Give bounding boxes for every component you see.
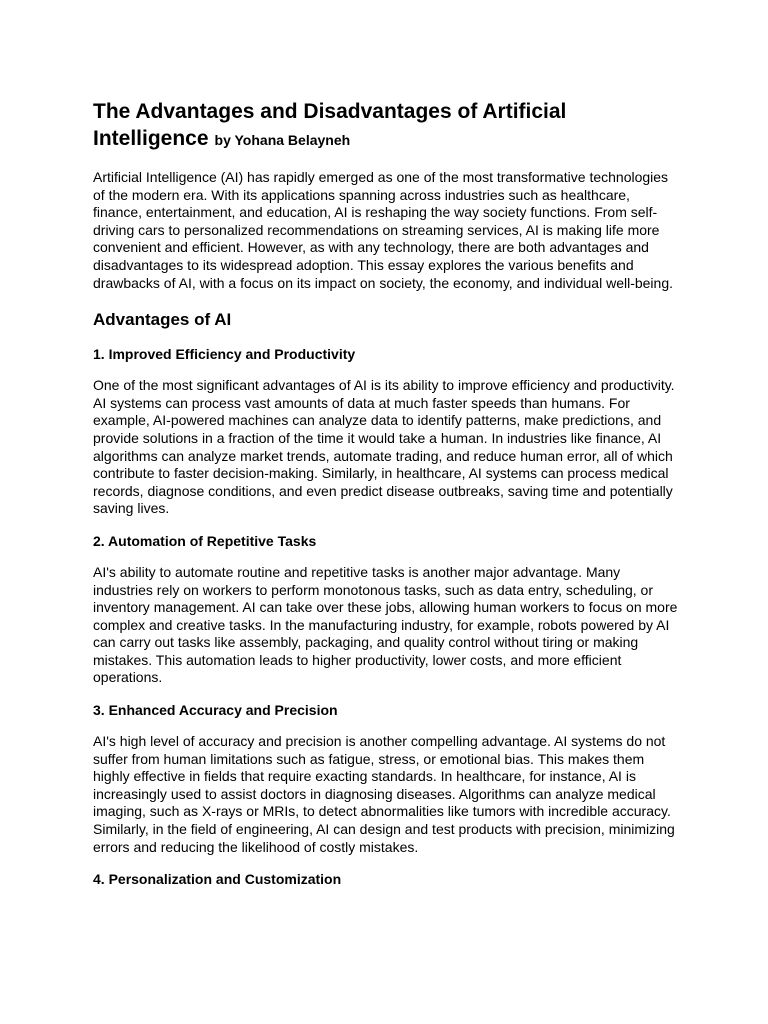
subsection-body-2: AI's ability to automate routine and repetitive tasks is another major advantage. Many industries rely on workers to perform monotonous tasks, such as data entry, scheduling, or inventory management. AI can take over these jobs, allowing human workers to focus on more complex and creative tasks. In the manufacturing industry, for example, robots powered by AI can carry out tasks like assembly, packaging, and quality control without tiring or making mistakes. This automation leads to higher productivity, lower costs, and more efficient operations. (93, 563, 678, 686)
subsection-heading-4: 4. Personalization and Customization (93, 871, 342, 888)
subsection-body-1: One of the most significant advantages of AI is its ability to improve efficiency and productivity. AI systems can process vast amounts of data at much faster speeds than humans. For example, AI-powered machines can analyze data to identify patterns, make predictions, and provide solutions in a fraction of the time it would take a human. In industries like finance, AI algorithms can analyze market trends, automate trading, and reduce human error, all of which contribute to faster decision-making. Similarly, in healthcare, AI systems can process medical records, diagnose conditions, and even predict disease outbreaks, saving time and potentially saving lives. (93, 377, 675, 517)
subsection-heading-2: 2. Automation of Repetitive Tasks (93, 532, 317, 549)
author-byline: by Yohana Belayneh (214, 132, 351, 148)
document-title-block (93, 98, 678, 154)
section-heading-advantages: Advantages of AI (93, 310, 232, 330)
intro-paragraph: Artificial Intelligence (AI) has rapidly emerged as one of the most transformative technologies of the modern era. With its applications spanning across industries such as healthcare, finance, entertainment, and education, AI is reshaping the way society functions. From self-driving cars to personalized recommendations on streaming services, AI is making life more convenient and efficient. However, as with any technology, there are both advantages and disadvantages to its widespread adoption. This essay explores the various benefits and drawbacks of AI, with a focus on its impact on society, the economy, and individual well-being. (93, 169, 674, 291)
subsection-body-3: AI's high level of accuracy and precision is another compelling advantage. AI systems do not suffer from human limitations such as fatigue, stress, or emotional bias. This makes them highly effective in fields that require exacting standards. In healthcare, for instance, AI is increasingly used to assist doctors in diagnosing diseases. Algorithms can analyze medical imaging, such as X-rays or MRIs, to detect abnormalities like tumors with incredible accuracy. Similarly, in the field of engineering, AI can design and test products with precision, minimizing errors and reducing the likelihood of costly mistakes. (93, 733, 675, 855)
document-page (93, 98, 678, 888)
document-title: The Advantages and Disadvantages of Artificial Intelligence (93, 100, 567, 150)
subsection-heading-1: 1. Improved Efficiency and Productivity (93, 346, 356, 363)
subsection-heading-3: 3. Enhanced Accuracy and Precision (93, 702, 338, 719)
